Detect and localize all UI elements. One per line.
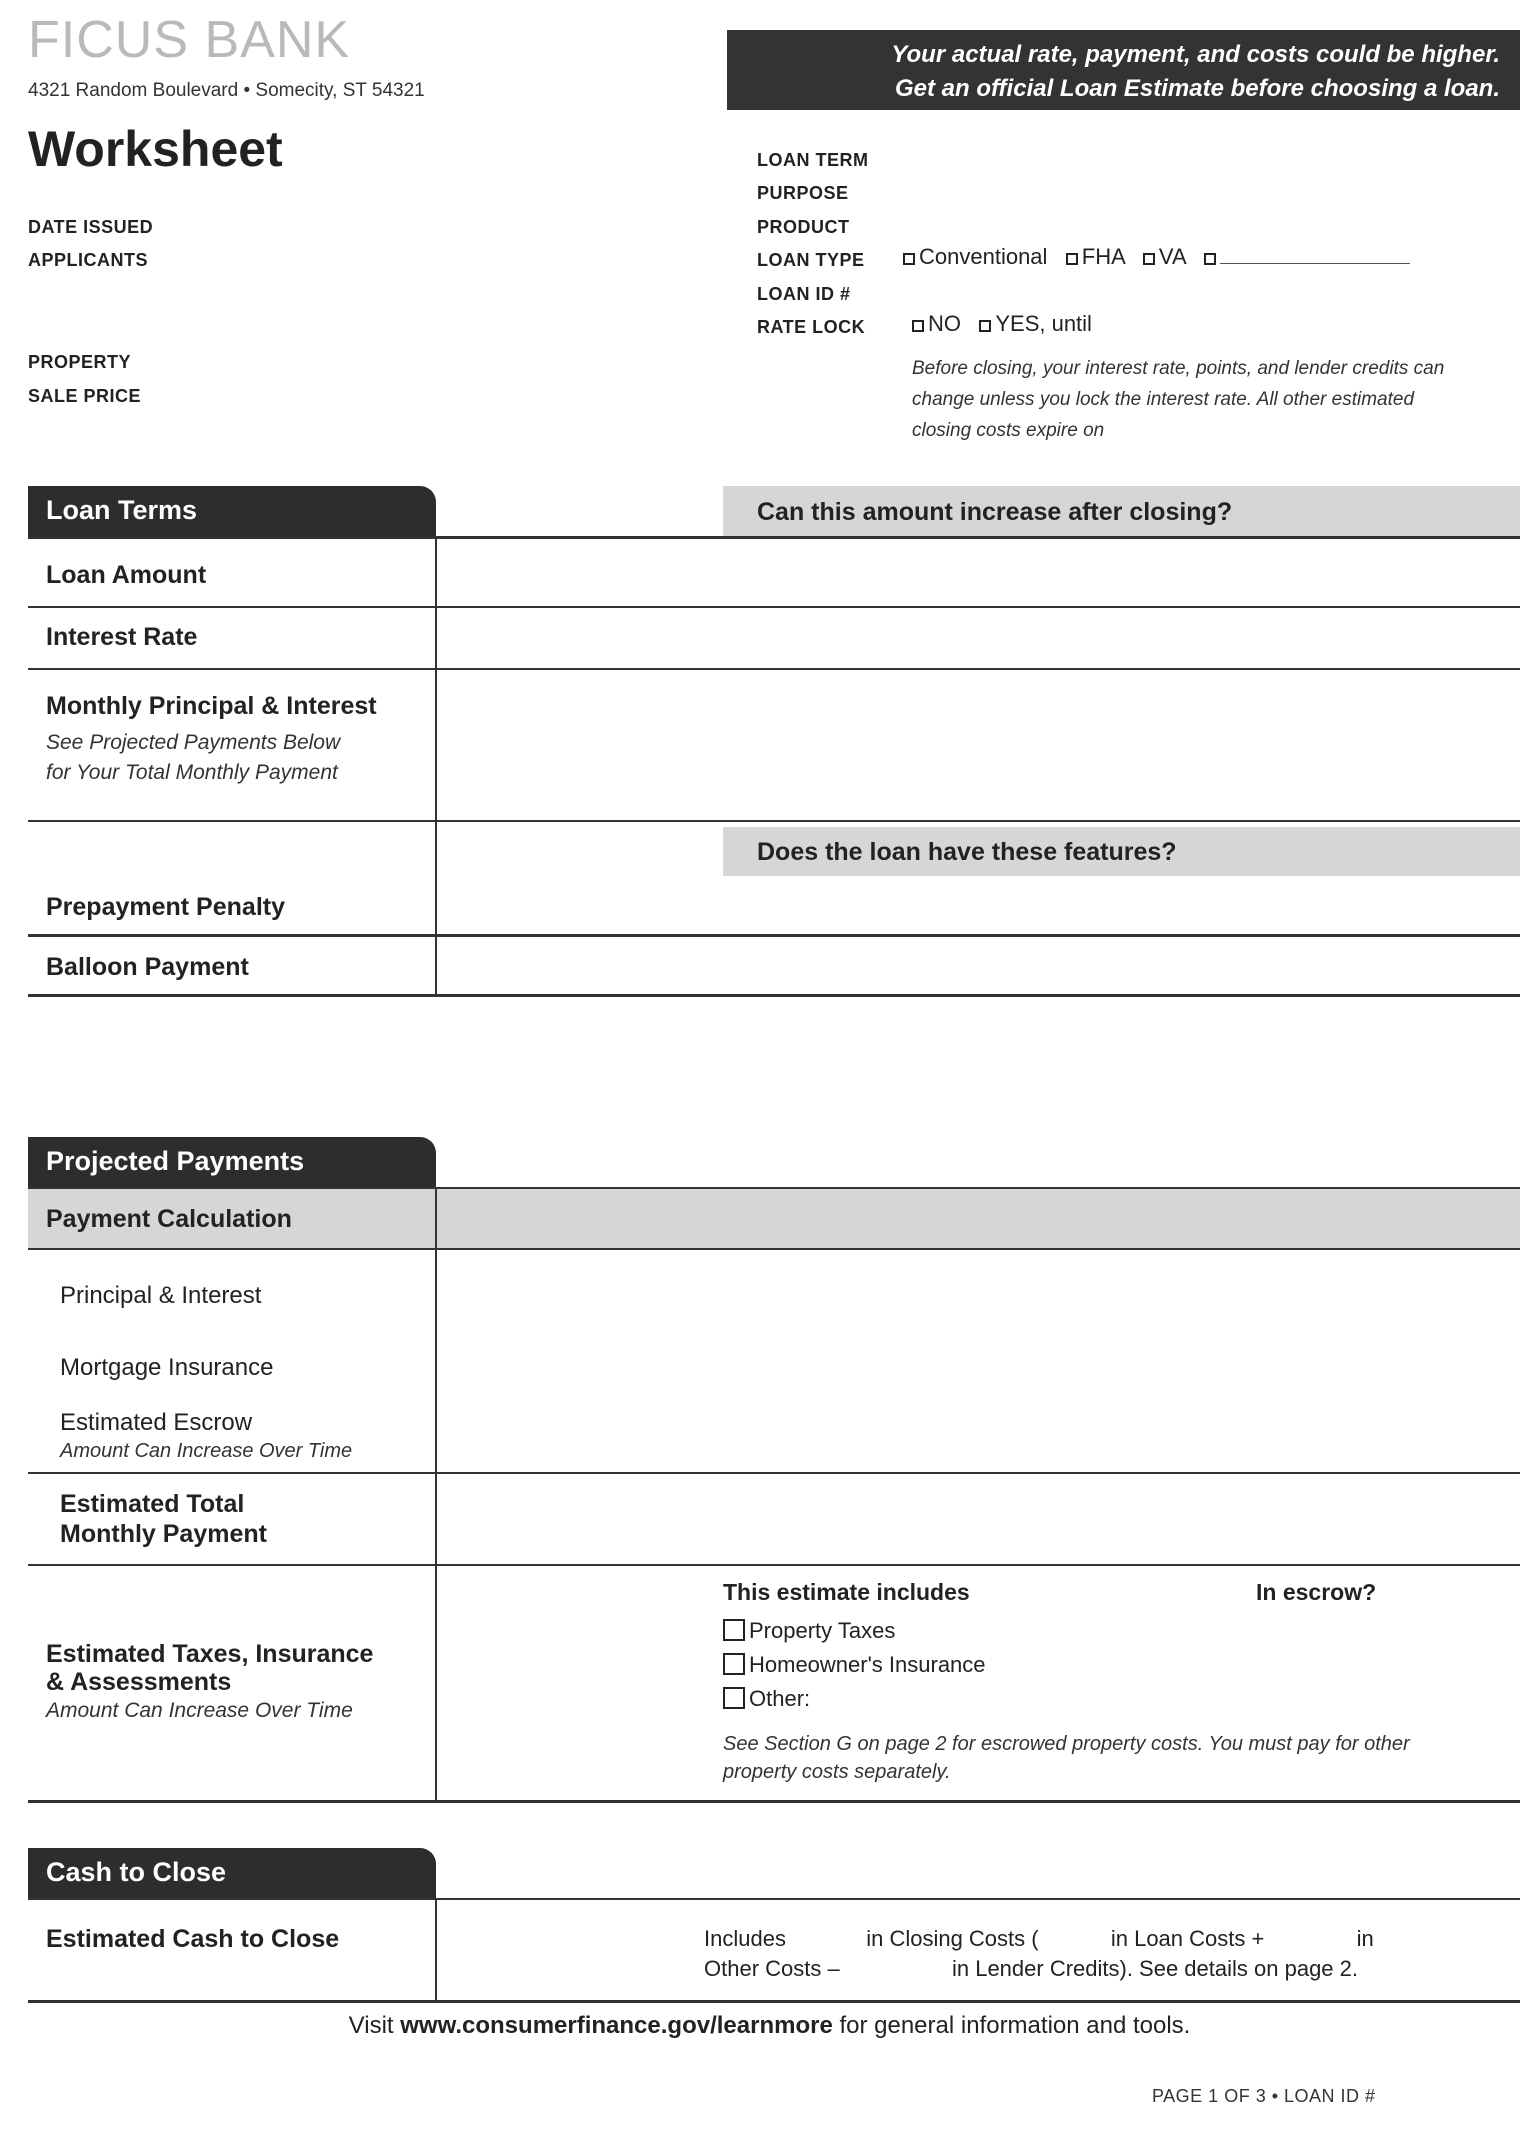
date-issued-label: DATE ISSUED [28, 217, 154, 237]
taxes-insurance-line-2: & Assessments [46, 1668, 232, 1696]
taxes-insurance-line-1: Estimated Taxes, Insurance [46, 1640, 374, 1668]
monthly-pi-label: Monthly Principal & Interest [46, 692, 377, 720]
estimated-total-line-1: Estimated Total [60, 1490, 245, 1518]
cash-to-close-tab: Cash to Close [28, 1848, 436, 1900]
rate-lock-label: RATE LOCK [757, 317, 866, 337]
rate-lock-yes-checkbox[interactable] [979, 320, 991, 332]
conventional-checkbox[interactable] [903, 253, 915, 265]
va-checkbox[interactable] [1143, 253, 1155, 265]
balloon-payment-label: Balloon Payment [46, 953, 249, 981]
loan-id-label: LOAN ID # [757, 284, 851, 304]
divider [28, 668, 1520, 670]
cash-details-line-2 [704, 1954, 1504, 1984]
homeowners-insurance-text: Homeowner's Insurance [749, 1652, 986, 1677]
interest-rate-label: Interest Rate [46, 623, 198, 651]
divider [28, 1800, 1520, 1803]
conventional-label: Conventional [919, 244, 1048, 269]
applicants-label: APPLICANTS [28, 250, 149, 270]
escrow-section-note [723, 1730, 1523, 1786]
rate-note-line-3: closing costs expire on [912, 420, 1105, 441]
estimate-includes-label: This estimate includes [723, 1579, 970, 1605]
rate-note-line-1: Before closing, your interest rate, points, and lender credits can [912, 358, 1445, 379]
includes-text: Includes [704, 1926, 786, 1951]
purpose-label: PURPOSE [757, 183, 849, 203]
warning-banner [727, 30, 1520, 110]
in-escrow-label: In escrow? [1256, 1579, 1377, 1605]
homeowners-insurance-checkbox[interactable] [723, 1653, 745, 1675]
footer-rest-text: for general information and tools. [832, 2012, 1191, 2039]
bank-address: 4321 Random Boulevard • Somecity, ST 54321 [28, 80, 425, 101]
divider [28, 1472, 1520, 1474]
features-question: Does the loan have these features? [757, 838, 1177, 866]
property-taxes-checkbox[interactable] [723, 1619, 745, 1641]
property-taxes-text: Property Taxes [749, 1618, 896, 1643]
loan-term-label: LOAN TERM [757, 150, 869, 170]
loan-amount-label: Loan Amount [46, 561, 207, 589]
divider [28, 606, 1520, 608]
column-divider [435, 1189, 437, 1803]
learnmore-link[interactable]: www.consumerfinance.gov/learnmore [400, 2012, 833, 2039]
estimate-includes-list [723, 1614, 986, 1716]
estimated-escrow-label: Estimated Escrow [60, 1409, 253, 1436]
taxes-insurance-note: Amount Can Increase Over Time [46, 1699, 353, 1722]
warning-line-1: Your actual rate, payment, and costs could be higher. [891, 41, 1500, 68]
column-divider [435, 1899, 437, 2002]
projected-payments-tab: Projected Payments [28, 1137, 436, 1189]
divider [28, 934, 1520, 937]
divider [28, 1898, 1520, 1900]
increase-question: Can this amount increase after closing? [757, 498, 1233, 526]
estimated-total-label [60, 1489, 267, 1549]
page-title: Worksheet [28, 121, 283, 177]
monthly-pi-note-line-1: See Projected Payments Below [46, 731, 341, 754]
rate-lock-no-checkbox[interactable] [912, 320, 924, 332]
divider [28, 1564, 1520, 1566]
estimated-total-line-2: Monthly Payment [60, 1520, 267, 1548]
loan-type-options [903, 244, 1410, 270]
va-label: VA [1158, 244, 1186, 269]
page-number: PAGE 1 OF 3 • LOAN ID # [1152, 2086, 1376, 2106]
rate-note-line-2: change unless you lock the interest rate. All other estimated [912, 389, 1415, 410]
divider [28, 1248, 1520, 1250]
rate-lock-note [912, 353, 1532, 446]
bank-name: FICUS BANK [28, 11, 351, 69]
divider [28, 994, 1520, 997]
in-text: in [1356, 1926, 1374, 1951]
other-text: Other: [749, 1686, 811, 1711]
warning-line-2: Get an official Loan Estimate before choosing a loan. [894, 75, 1500, 102]
property-label: PROPERTY [28, 352, 132, 372]
divider [28, 536, 1520, 539]
cash-to-close-details [704, 1924, 1504, 1984]
other-loan-type-checkbox[interactable] [1204, 253, 1216, 265]
visit-text: Visit [348, 2012, 401, 2039]
product-label: PRODUCT [757, 217, 850, 237]
homeowners-insurance-item[interactable] [723, 1648, 986, 1682]
divider [28, 1187, 1520, 1189]
escrow-note-line-2: property costs separately. [723, 1761, 951, 1783]
footer-info [0, 2012, 1539, 2040]
property-taxes-item[interactable] [723, 1614, 986, 1648]
cash-details-line-1 [704, 1924, 1504, 1954]
other-item[interactable] [723, 1682, 986, 1716]
closing-costs-text: in Closing Costs ( [866, 1926, 1039, 1951]
monthly-pi-note-line-2: for Your Total Monthly Payment [46, 761, 338, 784]
payment-calculation-label: Payment Calculation [46, 1205, 292, 1233]
rate-lock-no-label: NO [928, 311, 961, 336]
fha-checkbox[interactable] [1066, 253, 1078, 265]
monthly-pi-note [46, 728, 340, 788]
rate-lock-yes-label: YES, until [995, 311, 1092, 336]
escrow-note: Amount Can Increase Over Time [60, 1440, 353, 1462]
prepayment-penalty-label: Prepayment Penalty [46, 893, 285, 921]
mortgage-insurance-label: Mortgage Insurance [60, 1354, 274, 1381]
divider [28, 820, 1520, 822]
divider [28, 2000, 1520, 2003]
other-checkbox[interactable] [723, 1687, 745, 1709]
sale-price-label: SALE PRICE [28, 386, 142, 406]
loan-costs-text: in Loan Costs + [1110, 1926, 1265, 1951]
loan-terms-tab: Loan Terms [28, 486, 436, 538]
principal-interest-label: Principal & Interest [60, 1282, 262, 1309]
lender-credits-text: in Lender Credits). See details on page 2. [951, 1956, 1359, 1981]
other-costs-text: Other Costs – [704, 1956, 840, 1981]
loan-type-label: LOAN TYPE [757, 250, 865, 270]
estimated-cash-to-close-label: Estimated Cash to Close [46, 1925, 340, 1953]
fha-label: FHA [1081, 244, 1125, 269]
escrow-note-line-1: See Section G on page 2 for escrowed property costs. You must pay for other [723, 1733, 1410, 1755]
other-loan-type-field[interactable] [1220, 245, 1410, 264]
taxes-insurance-label [46, 1640, 373, 1696]
rate-lock-options [912, 311, 1092, 337]
